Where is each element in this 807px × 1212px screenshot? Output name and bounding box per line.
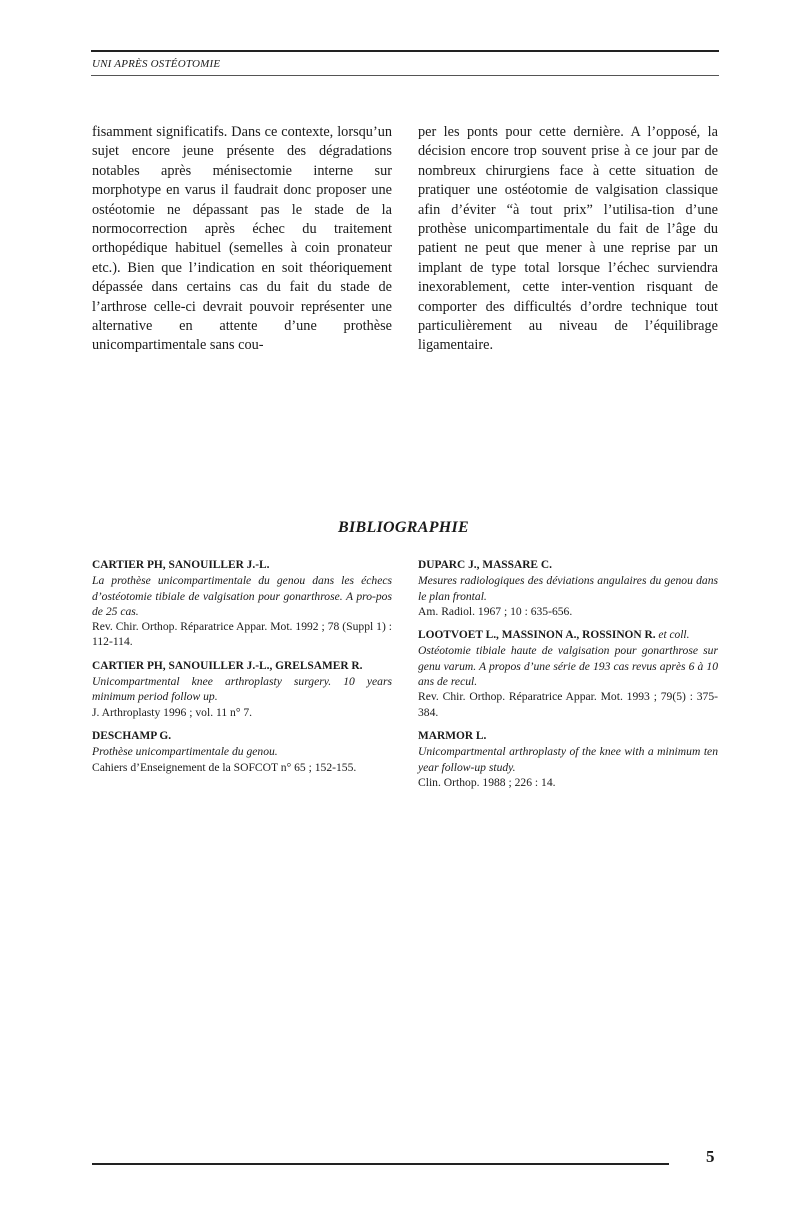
reference-source: Am. Radiol. 1967 ; 10 : 635-656. bbox=[418, 604, 573, 618]
reference-source: Clin. Orthop. 1988 ; 226 : 14. bbox=[418, 775, 556, 789]
reference-entry bbox=[92, 729, 392, 775]
bibliography-right-column bbox=[418, 558, 718, 799]
reference-entry bbox=[418, 558, 718, 619]
reference-authors: MARMOR L. bbox=[418, 729, 487, 742]
reference-authors: CARTIER PH, SANOUILLER J.-L. bbox=[92, 559, 270, 571]
bibliography-left-column bbox=[92, 558, 392, 784]
body-text-right-column: per les ponts pour cette dernière. A l’opposé, la décision encore trop souvent prise à ce jour par de nombreux chirurgiens face à cette situation de pratiquer une ostéotomie de valgisation classique afin d’éviter “à tout prix” l’utilisa-tion d’une prothèse unicompartimentale du fait de l’âge du patient ne peut que mener à une reprise par un implant de type total lorsque l’échec surviendra inexorablement, cette inter-vention risquant de comporter des difficultés d’ordre technique tout particulièrement au niveau de l’équilibrage ligamentaire. bbox=[418, 124, 718, 354]
header-rule-top bbox=[91, 50, 719, 52]
reference-source: Cahiers d’Enseignement de la SOFCOT n° 65 ; 152-155. bbox=[92, 760, 357, 774]
bibliography-heading: BIBLIOGRAPHIE bbox=[337, 519, 470, 536]
reference-title: Unicompartmental knee arthroplasty surgery. 10 years minimum period follow up. bbox=[92, 675, 392, 704]
reference-title: Mesures radiologiques des déviations angulaires du genou dans le plan frontal. bbox=[418, 574, 718, 603]
reference-entry bbox=[418, 628, 718, 720]
reference-authors: DESCHAMP G. bbox=[92, 729, 172, 742]
body-text-left-column: fisamment significatifs. Dans ce contexte, lorsqu’un sujet encore jeune présente des dégradations notables après ménisectomie interne sur morphotype en varus il faudrait donc proposer une ostéotomie ne dépassant pas le stade de la normocorrection après échec du traitement orthopédique habituel (semelles à coin pronateur etc.). Bien que l’indication en soit théoriquement dépassée dans certains cas du fait du stade de l’arthrose celle-ci devrait pouvoir représenter une alternative en attente d’une prothèse unicompartimentale sans cou- bbox=[92, 124, 392, 354]
reference-title: Unicompartmental arthroplasty of the knee with a minimum ten year follow-up study. bbox=[418, 745, 718, 774]
header-rule-bottom bbox=[91, 75, 719, 76]
reference-source: Rev. Chir. Orthop. Réparatrice Appar. Mot. 1993 ; 79(5) : 375-384. bbox=[418, 690, 718, 719]
reference-source: Rev. Chir. Orthop. Réparatrice Appar. Mot. 1992 ; 78 (Suppl 1) : 112-114. bbox=[92, 620, 392, 649]
reference-authors: DUPARC J., MASSARE C. bbox=[418, 559, 552, 571]
reference-entry bbox=[92, 558, 392, 650]
reference-title: Prothèse unicompartimentale du genou. bbox=[92, 745, 278, 759]
footer-rule bbox=[92, 1163, 669, 1165]
reference-entry bbox=[418, 729, 718, 790]
running-title: UNI APRÈS OSTÉOTOMIE bbox=[92, 58, 221, 70]
reference-title: La prothèse unicompartimentale du genou dans les échecs d’ostéotomie tibiale de valgisation pour gonarthrose. A pro-pos de 25 cas. bbox=[92, 574, 392, 618]
reference-authors: CARTIER PH, SANOUILLER J.-L., GRELSAMER R. bbox=[92, 659, 363, 672]
reference-etcoll: et coll. bbox=[658, 629, 690, 642]
page-number: 5 bbox=[706, 1147, 715, 1166]
reference-source: J. Arthroplasty 1996 ; vol. 11 n° 7. bbox=[92, 705, 253, 719]
reference-authors: LOOTVOET L., MASSINON A., ROSSINON R. et coll. bbox=[418, 629, 690, 642]
reference-title: Ostéotomie tibiale haute de valgisation pour gonarthrose sur genu varum. A propos d’une série de 193 cas revus après 6 à 10 ans de recul. bbox=[418, 644, 718, 689]
reference-entry bbox=[92, 659, 392, 720]
